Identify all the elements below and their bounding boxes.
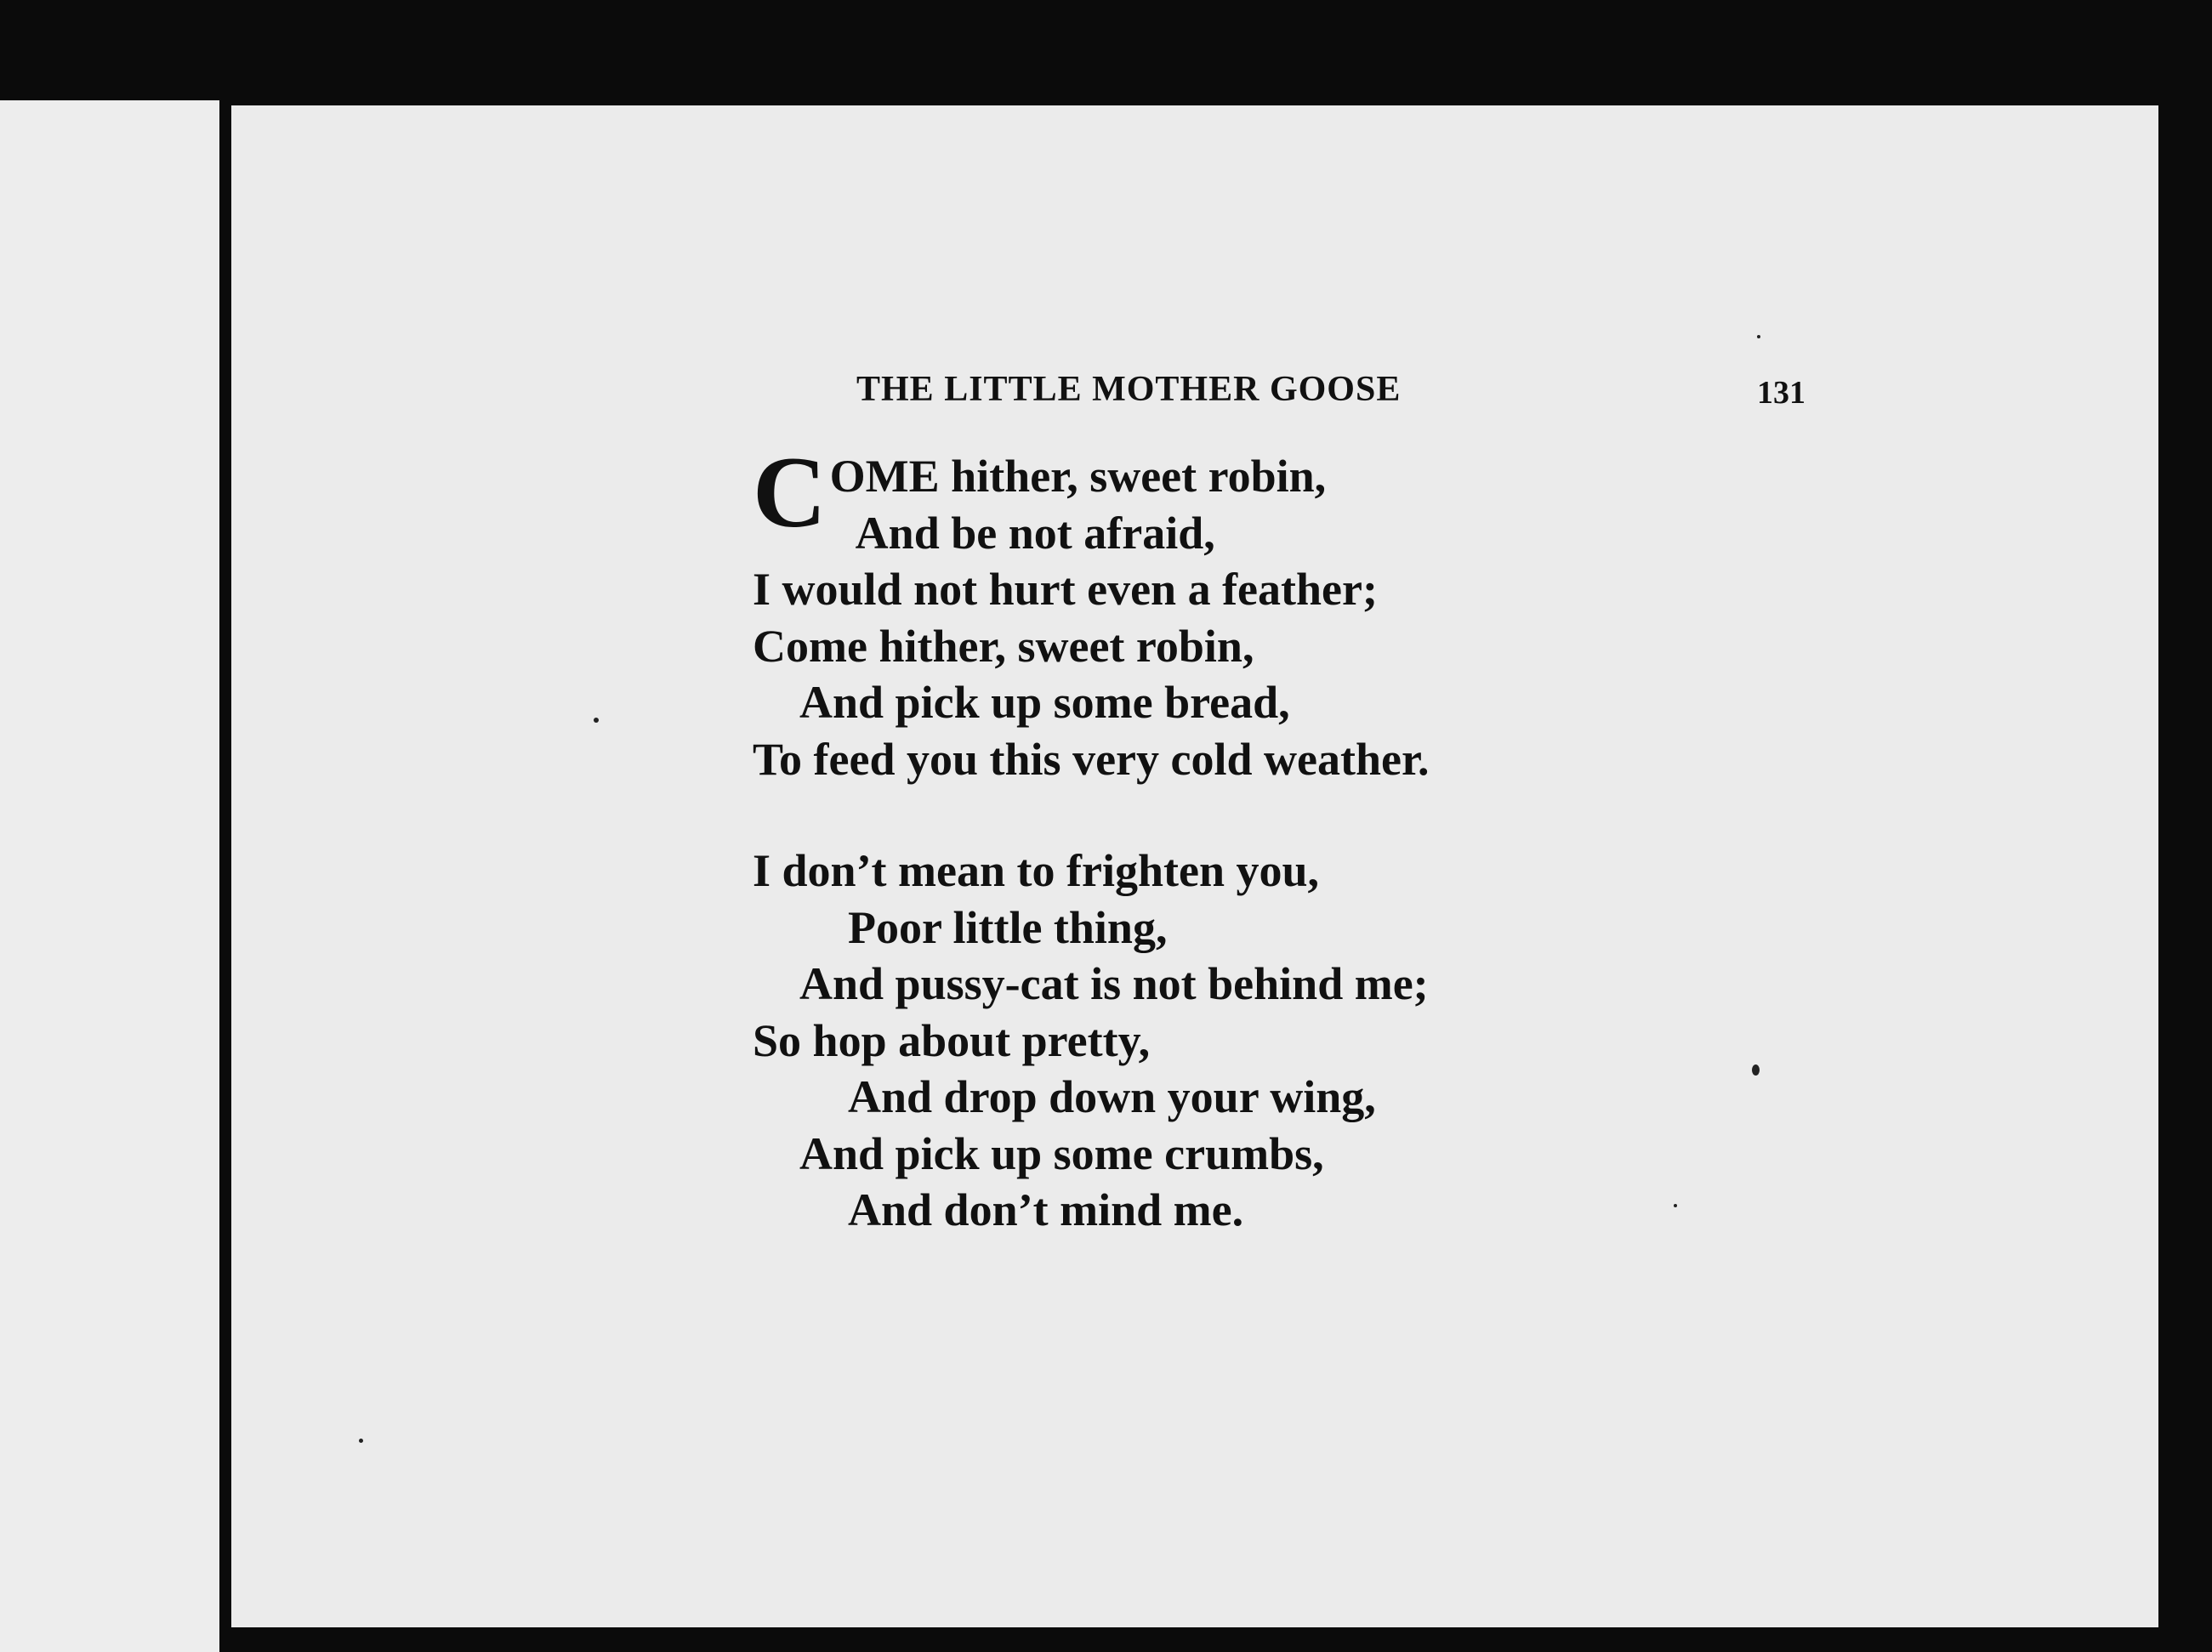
poem-line: And pick up some crumbs, [799,1127,1324,1179]
scan-bottom-border [231,1627,2212,1652]
poem-line: Poor little thing, [848,901,1168,953]
poem-line: I don’t mean to frighten you, [753,845,1320,896]
scan-speck [1757,335,1760,338]
poem-line: OME hither, sweet robin, [829,451,1327,502]
scan-speck [359,1439,363,1443]
poem-line: And pussy-cat is not behind me; [799,958,1429,1009]
page-gutter [219,100,231,1652]
previous-page-edge [0,100,219,1652]
stanza-break [753,787,1858,843]
drop-cap: C [753,435,827,548]
scan-speck [594,718,599,723]
poem-line: And don’t mind me. [848,1184,1244,1235]
poem-line: I would not hurt even a feather; [753,564,1378,615]
page-number: 131 [1757,375,1805,411]
poem-line: And be not afraid, [855,507,1215,559]
poem-line: So hop about pretty, [753,1014,1151,1066]
poem-opening [753,435,1858,561]
poem-line: And drop down your wing, [848,1071,1376,1122]
poem [753,435,1858,1239]
poem-line: Come hither, sweet robin, [753,620,1254,672]
running-header-title: THE LITTLE MOTHER GOOSE [856,370,1402,409]
poem-line: To feed you this very cold weather. [753,733,1430,785]
poem-line: And pick up some bread, [799,677,1290,728]
